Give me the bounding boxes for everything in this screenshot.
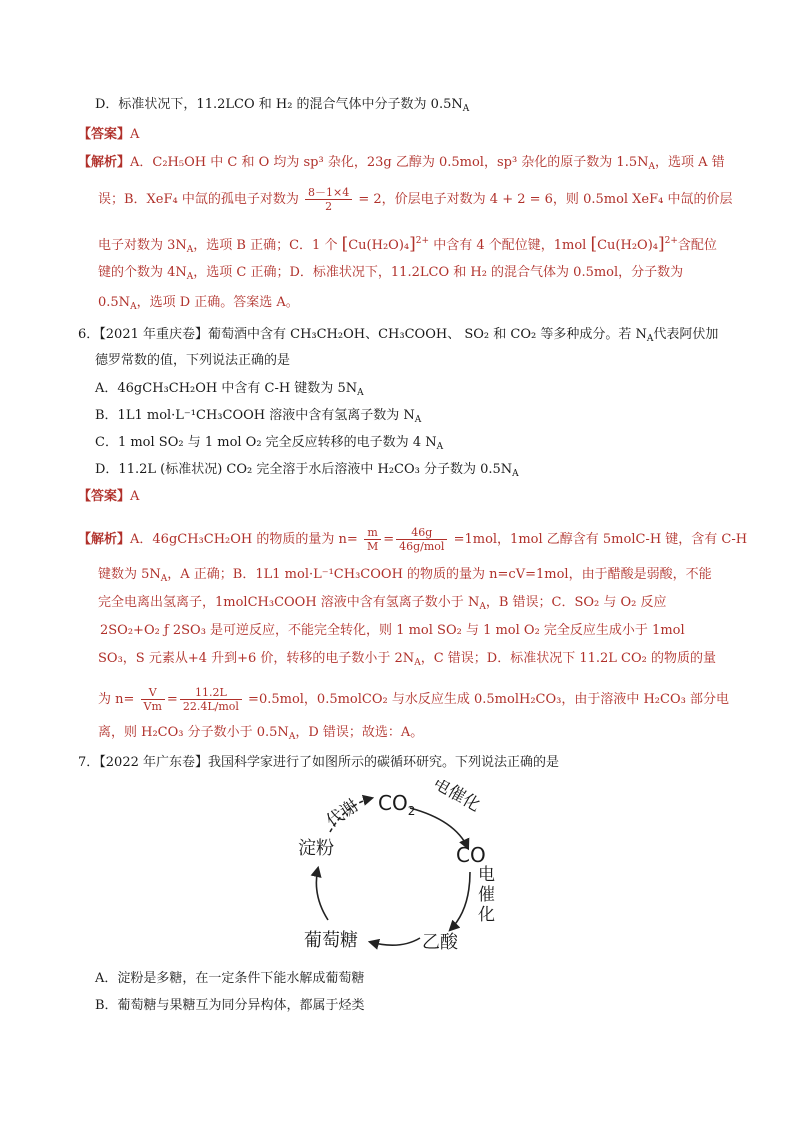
arrow-acetic-to-glucose xyxy=(370,938,420,945)
label-electrocatalysis-1: 电催化 xyxy=(429,780,484,816)
arrow-co-to-acetic xyxy=(450,872,470,930)
node-glucose: 葡萄糖 xyxy=(304,930,358,951)
q5-analysis-line-1: 【解析】A．C₂H₅OH 中 C 和 O 均为 sp³ 杂化，23g 乙醇为 0.5mol，sp³ 杂化的原子数为 $1.5N_A$，选项 A 错 xyxy=(78,155,725,172)
carbon-cycle-diagram xyxy=(290,780,520,960)
fraction: $\frac{46g}{\text{46g/mol}}$ xyxy=(396,526,447,553)
fraction: $\frac{V}{Vm}$ xyxy=(141,686,165,713)
q5-analysis-line-3: 电子对数为 $3N_A$，选项 B 正确；C．1 个 $[Cu(H_2O)_4]^{2+}$ 中含有 4 个配位键，1mol $[Cu(H_2O)_4]^{2+}$含配位 xyxy=(98,234,717,255)
node-co2: $CO_2$ xyxy=(378,791,416,818)
q6-analysis-line-6: 为 n= $\frac{V}{Vm}$ = $\frac{11.2L}{\text{22.4L/mol}}$ =0.5mol，0.5molCO₂ 与水反应生成 0.5molH₂CO₃，由于溶液中 H₂CO₃ 部分电 xyxy=(98,686,729,713)
node-acetic-acid: 乙酸 xyxy=(422,932,458,953)
q6-stem-line-1: 6．【2021 年重庆卷】葡萄酒中含有 CH₃CH₂OH、CH₃COOH、 SO₂ 和 CO₂ 等多种成分。若 $N_A$代表阿伏加 xyxy=(78,327,719,344)
q5-analysis-line-5: $0.5N_A$，选项 D 正确。答案选 A。 xyxy=(98,295,299,312)
arrow-glucose-to-starch xyxy=(316,868,328,920)
q6-option-c: C．1 mol SO₂ 与 1 mol O₂ 完全反应转移的电子数为 4 $N_A$ xyxy=(95,435,444,452)
label-metabolism: 代谢 xyxy=(322,795,363,832)
q6-analysis-line-5: SO₃，S 元素从+4 升到+6 价，转移的电子数小于 $2N_A$，C 错误；D．标准状况下 11.2L CO₂ 的物质的量 xyxy=(98,651,716,668)
fraction: $\frac{11.2L}{\text{22.4L/mol}}$ xyxy=(180,686,242,713)
q6-option-b: B．1L1 mol·L⁻¹CH₃COOH 溶液中含有氢离子数为 $N_A$ xyxy=(95,408,422,425)
node-starch: 淀粉 xyxy=(298,838,334,859)
q6-analysis-line-3: 完全电离出氢离子，1molCH₃COOH 溶液中含有氢离子数小于 $N_A$，B 错误；C．SO₂ 与 O₂ 反应 xyxy=(98,595,667,612)
q6-analysis-line-7: 离，则 H₂CO₃ 分子数小于 $0.5N_A$，D 错误；故选：A。 xyxy=(98,725,424,742)
q5-option-d: D．标准状况下，11.2LCO 和 H₂ 的混合气体中分子数为 $0.5N_A$ xyxy=(95,97,470,114)
q7-stem: 7．【2022 年广东卷】我国科学家进行了如图所示的碳循环研究。下列说法正确的是 xyxy=(78,755,559,770)
q6-analysis-line-2: 键数为 $5N_A$，A 正确；B．1L1 mol·L⁻¹CH₃COOH 的物质的量为 n=cV=1mol，由于醋酸是弱酸，不能 xyxy=(98,567,712,584)
q5-analysis-line-2: 误；B．XeF₄ 中氙的孤电子对数为 $\frac{8-1\times 4}{2}$ = 2，价层电子对数为 4 + 2 = 6，则 0.5mol XeF₄ 中氙的价层 xyxy=(98,186,733,213)
label-electrocatalysis-2b: 催 xyxy=(478,885,495,905)
subscript: A xyxy=(462,104,470,114)
q6-option-a: A．46gCH₃CH₂OH 中含有 C-H 键数为 $5N_A$ xyxy=(95,381,364,398)
fraction: $\frac{8-1\times 4}{2}$ xyxy=(305,186,352,213)
arrow-co2-to-co xyxy=(410,808,468,848)
q7-option-b: B．葡萄糖与果糖互为同分异构体，都属于烃类 xyxy=(95,998,365,1013)
label-electrocatalysis-2c: 化 xyxy=(478,905,495,925)
q5-analysis-line-4: 键的个数为 $4N_A$，选项 C 正确；D．标准状况下，11.2LCO 和 H₂ 的混合气体为 0.5mol，分子数为 xyxy=(98,265,684,282)
q6-answer: 【答案】A xyxy=(78,489,140,504)
label-electrocatalysis-2a: 电 xyxy=(478,865,495,885)
q6-option-d: D．11.2L (标准状况) CO₂ 完全溶于水后溶液中 H₂CO₃ 分子数为 $0.5N_A$ xyxy=(95,462,519,479)
q6-analysis-line-1: 【解析】A．46gCH₃CH₂OH 的物质的量为 n= $\frac{m}{M}$ = $\frac{46g}{\text{46g/mol}}$ =1mol，1mol 乙醇含有 5molC-H 键，含有 C-H xyxy=(78,526,748,553)
fraction: $\frac{m}{M}$ xyxy=(364,526,381,553)
q7-option-a: A．淀粉是多糖，在一定条件下能水解成葡萄糖 xyxy=(95,971,365,986)
q5-answer: 【答案】A xyxy=(78,127,140,142)
node-co: CO xyxy=(456,843,486,867)
q6-stem-line-2: 德罗常数的值，下列说法正确的是 xyxy=(95,353,291,368)
q6-analysis-line-4: 2SO₂+O₂ ƒ 2SO₃ 是可逆反应，不能完全转化，则 1 mol SO₂ 与 1 mol O₂ 完全反应生成小于 1mol xyxy=(100,623,685,638)
